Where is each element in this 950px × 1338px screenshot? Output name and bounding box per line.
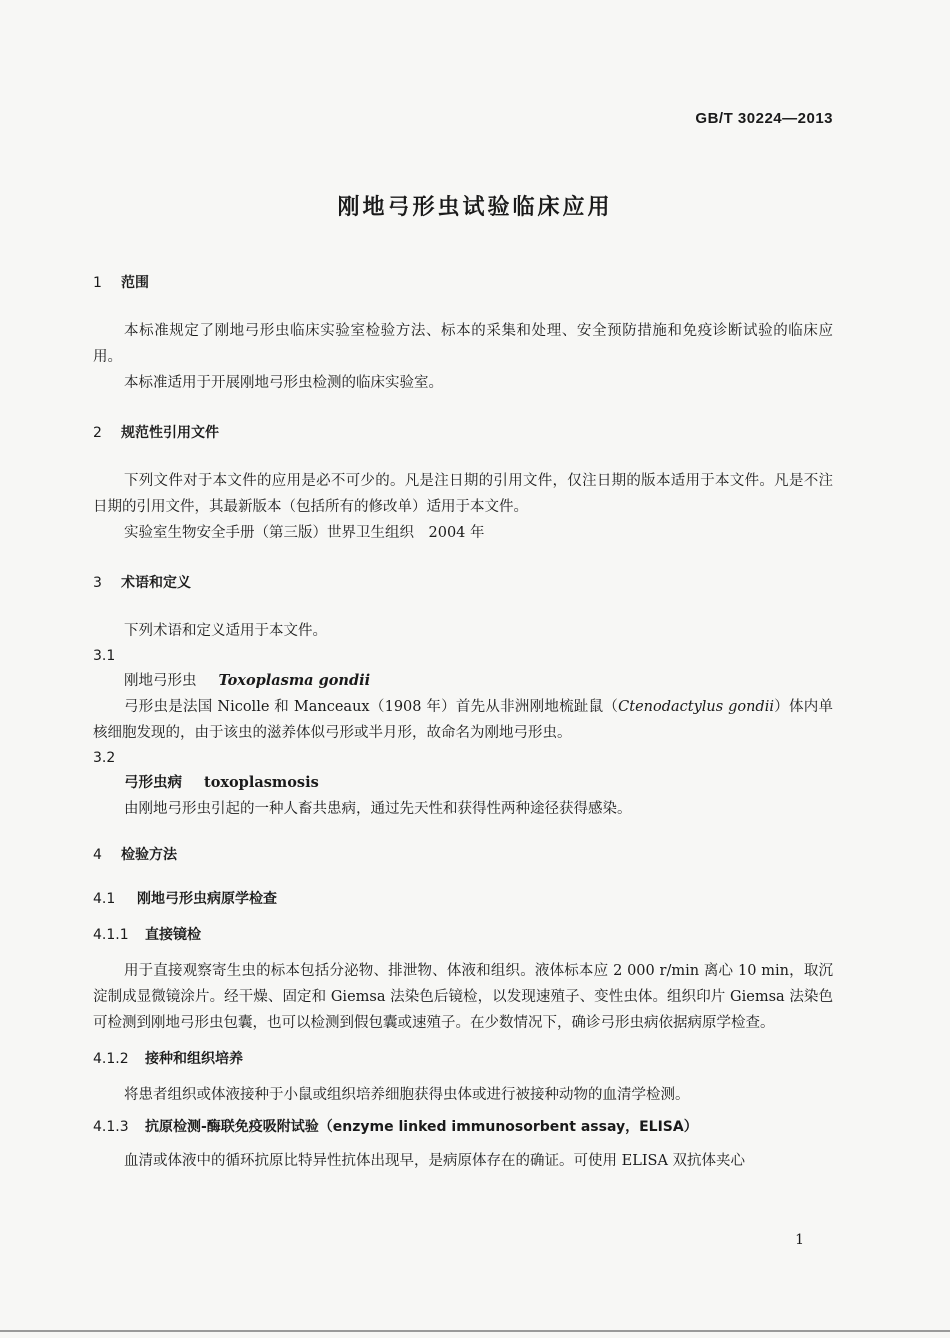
section-2-paragraph-1: 下列文件对于本文件的应用是必不可少的。凡是注日期的引用文件，仅注日期的版本适用于本文件。凡是不注日期的引用文件，其最新版本（包括所有的修改单）适用于本文件。 — [93, 473, 833, 515]
section-number: 4 — [93, 847, 102, 863]
section-1-heading — [93, 272, 833, 292]
section-4-1-heading — [93, 888, 833, 908]
section-4-1-1-heading — [93, 924, 833, 944]
page-number: 1 — [795, 1232, 804, 1248]
standard-code: GB/T 30224—2013 — [695, 110, 833, 127]
section-number: 2 — [93, 425, 102, 441]
section-2-paragraph-2: 实验室生物安全手册（第三版）世界卫生组织 2004 年 — [124, 525, 485, 541]
section-number: 1 — [93, 275, 102, 291]
section-number: 4.1.1 — [93, 927, 129, 943]
section-title: 检验方法 — [121, 847, 177, 863]
section-title: 刚地弓形虫病原学检查 — [137, 891, 277, 907]
term-english: toxoplasmosis — [204, 774, 319, 791]
section-title: 直接镜检 — [145, 927, 201, 943]
document-body — [93, 272, 833, 1174]
term-3-1-definition — [93, 694, 833, 746]
section-title: 抗原检测-酶联免疫吸附试验（enzyme linked immunosorbent assay，ELISA） — [145, 1119, 698, 1135]
section-number: 4.1.2 — [93, 1051, 129, 1067]
definition-part-b: ）体内单核细胞发现的，由于该虫的滋养体似弓形或半月形，故命名为刚地弓形虫。 — [93, 699, 833, 741]
section-4-1-3-heading — [93, 1116, 833, 1136]
term-3-2-number: 3.2 — [93, 750, 116, 766]
section-4-1-2-heading — [93, 1048, 833, 1068]
bottom-rule — [0, 1330, 950, 1332]
section-number: 4.1 — [93, 891, 116, 907]
document-title: 刚地弓形虫试验临床应用 — [337, 195, 613, 220]
section-title: 接种和组织培养 — [145, 1051, 243, 1067]
term-chinese: 刚地弓形虫 — [124, 673, 197, 689]
section-title: 范围 — [121, 275, 149, 291]
section-3-heading — [93, 572, 833, 592]
term-3-2 — [93, 770, 833, 796]
section-number: 3 — [93, 575, 102, 591]
section-4-heading — [93, 844, 833, 864]
section-3-paragraph-1: 下列术语和定义适用于本文件。 — [124, 623, 327, 639]
section-title: 术语和定义 — [121, 575, 191, 591]
section-1-paragraph-2: 本标准适用于开展刚地弓形虫检测的临床实验室。 — [124, 375, 443, 391]
section-1-paragraph-1: 本标准规定了刚地弓形虫临床实验室检验方法、标本的采集和处理、安全预防措施和免疫诊断试验的临床应用。 — [93, 323, 833, 365]
section-4-1-3-paragraph: 血清或体液中的循环抗原比特异性抗体出现早，是病原体存在的确证。可使用 ELISA 双抗体夹心 — [124, 1153, 746, 1169]
section-2-heading — [93, 422, 833, 442]
section-4-1-2-paragraph: 将患者组织或体液接种于小鼠或组织培养细胞获得虫体或进行被接种动物的血清学检测。 — [124, 1087, 690, 1103]
term-3-2-definition: 由刚地弓形虫引起的一种人畜共患病，通过先天性和获得性两种途径获得感染。 — [124, 801, 632, 817]
term-3-1 — [93, 668, 833, 694]
section-4-1-1-paragraph: 用于直接观察寄生虫的标本包括分泌物、排泄物、体液和组织。液体标本应 2 000 r/min 离心 10 min，取沉淀制成显微镜涂片。经干燥、固定和 Giemsa 法染色后镜检，以发现速殖子、变性虫体。组织印片 Giemsa 法染色可检测到刚地弓形虫包囊，也可以检测到假包囊或速殖子。在少数情况下，确诊弓形虫病依据病原学检查。 — [93, 963, 833, 1031]
section-number: 4.1.3 — [93, 1119, 129, 1135]
section-title: 规范性引用文件 — [121, 425, 219, 441]
term-english: Toxoplasma gondii — [218, 672, 371, 689]
species-name: Ctenodactylus gondii — [618, 699, 774, 715]
definition-part-a: 弓形虫是法国 Nicolle 和 Manceaux（1908 年）首先从非洲刚地梳趾鼠（ — [124, 699, 619, 715]
term-chinese: 弓形虫病 — [124, 775, 182, 791]
term-3-1-number: 3.1 — [93, 648, 116, 664]
